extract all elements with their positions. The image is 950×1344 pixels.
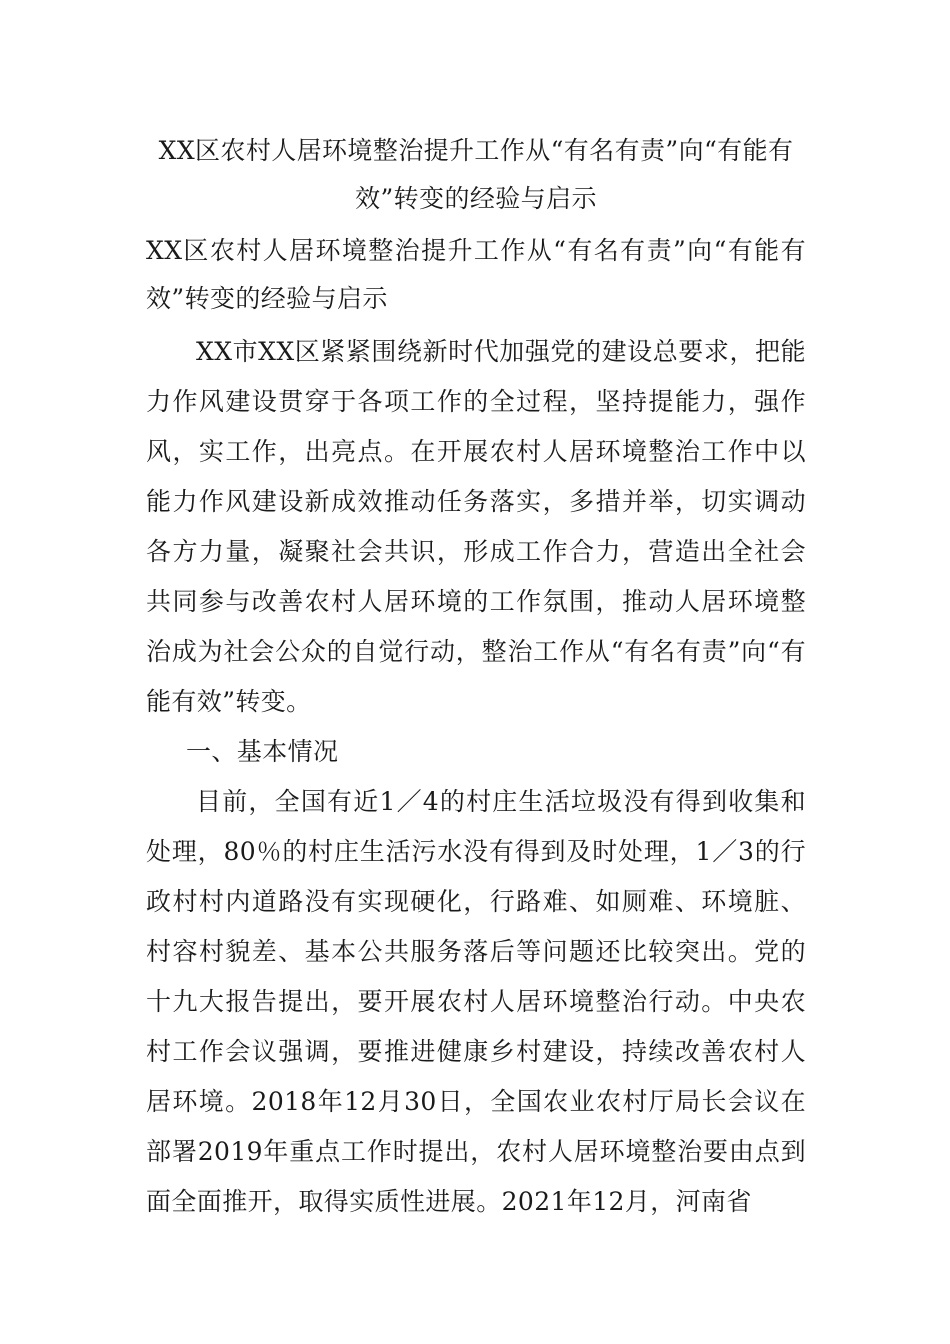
section-heading-basic-situation: 一、基本情况: [186, 737, 339, 766]
intro-paragraph: XX市XX区紧紧围绕新时代加强党的建设总要求，把能力作风建设贯穿于各项工作的全过程，坚持提能力，强作风，实工作，出亮点。在开展农村人居环境整治工作中以能力作风建设新成效推动任务落实，多措并举，切实调动各方力量，凝聚社会共识，形成工作合力，营造出全社会共同参与改善农村人居环境的工作氛围，推动人居环境整治成为社会公众的自觉行动，整治工作从“有名有责”向“有能有效”转变。: [146, 337, 806, 716]
document-subtitle: XX区农村人居环境整治提升工作从“有名有责”向“有能有效”转变的经验与启示: [146, 236, 806, 313]
section-paragraph-basic-situation: 目前，全国有近1／4的村庄生活垃圾没有得到收集和处理，80％的村庄生活污水没有得到及时处理，1／3的行政村村内道路没有实现硬化，行路难、如厕难、环境脏、村容村貌差、基本公共服务落后等问题还比较突出。党的十九大报告提出，要开展农村人居环境整治行动。中央农村工作会议强调，要推进健康乡村建设，持续改善农村人居环境。2018年12月30日，全国农业农村厅局长会议在部署2019年重点工作时提出，农村人居环境整治要由点到面全面推开，取得实质性进展。2021年12月，河南省: [146, 787, 806, 1216]
document-body: [146, 327, 806, 1227]
document-title: XX区农村人居环境整治提升工作从“有名有责”向“有能有效”转变的经验与启示: [158, 136, 794, 213]
